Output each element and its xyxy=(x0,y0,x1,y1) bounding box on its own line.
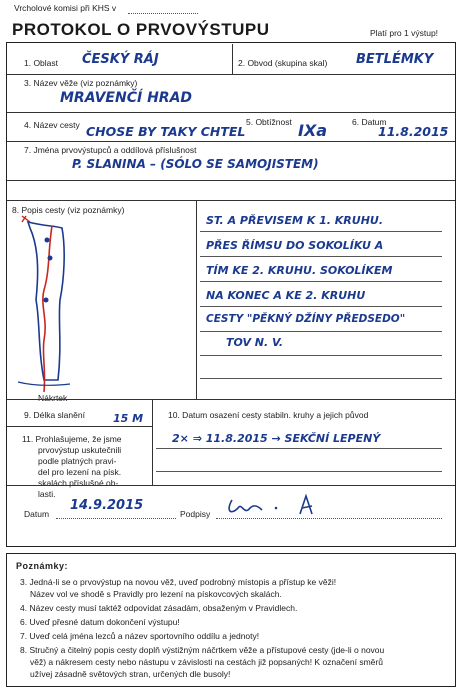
copies-note: Platí pro 1 výstup! xyxy=(370,28,439,38)
committee-label: Vrcholové komisi při KHS v xyxy=(14,3,117,13)
field-7-value: P. SLANINA – (SÓLO SE SAMOJISTEM) xyxy=(72,157,319,171)
sketch-label: Nákrtek xyxy=(38,393,68,403)
note-item: věž) a nákresem cesty nebo nástupu v závislosti na cestách již popsaných! K označení směrů xyxy=(30,657,383,667)
field-4-label: 4. Název cesty xyxy=(24,120,80,130)
note-item: 8. Stručný a čitelný popis cesty doplň výstižným náčrtkem věže a přístupové cesty (jde-li o novou xyxy=(20,645,385,655)
route-line: CESTY "PĚKNÝ DŽÍNY PŘEDSEDO" xyxy=(206,313,406,325)
note-item: 7. Uveď celá jména lezců a název sportovního oddílu a jednoty! xyxy=(20,631,260,641)
field-3-value: MRAVENČÍ HRAD xyxy=(60,90,193,106)
field-1-value: ČESKÝ RÁJ xyxy=(82,52,159,67)
field-8-label: 8. Popis cesty (viz poznámky) xyxy=(12,205,125,215)
field-7-label: 7. Jména prvovýstupců a oddílová příslušnost xyxy=(24,145,197,155)
route-line: NA KONEC A KE 2. KRUHU xyxy=(206,289,366,302)
field-10-label: 10. Datum osazení cesty stabiln. kruhy a jejich původ xyxy=(168,410,369,420)
field-4-value: CHOSE BY TAKY CHTEL xyxy=(86,124,246,139)
signatures-label: Podpisy xyxy=(180,509,211,519)
date-label: Datum xyxy=(24,509,50,519)
field-5-value: IXa xyxy=(298,121,328,140)
field-5-label: 5. Obtížnost xyxy=(246,117,292,127)
notes-title: Poznámky: xyxy=(16,561,69,571)
date-value: 14.9.2015 xyxy=(70,498,144,513)
field-2-label: 2. Obvod (skupina skal) xyxy=(238,58,328,68)
page-title: PROTOKOL O PRVOVÝSTUPU xyxy=(12,20,270,39)
field-3-label: 3. Název věže (viz poznámky) xyxy=(24,78,138,88)
note-item: užívej zásadně světových stran, určených dle busoly! xyxy=(30,669,231,679)
note-item: 4. Název cesty musí taktéž odpovídat zásadám, obsaženým v Pravidlech. xyxy=(20,603,298,613)
field-1-label: 1. Oblast xyxy=(24,58,59,68)
route-line: TÍM KE 2. KRUHU. SOKOLÍKEM xyxy=(206,264,393,277)
note-item: Název vol ve shodě s Pravidly pro lezení na pískovcových skalách. xyxy=(30,589,282,599)
field-11-text: 11. Prohlašujeme, že jsme prvovýstup uskutečnili podle platných pravi- del pro lezení na písk. skalách příslušné ob- lasti. xyxy=(22,434,122,499)
note-item: 3. Jedná-li se o prvovýstup na novou věž, uveď podrobný místopis a přístup ke věži! xyxy=(20,577,337,587)
note-item: 6. Uveď přesné datum dokončení výstupu! xyxy=(20,617,180,627)
field-10-value: 2× ⇒ 11.8.2015 → SEKČNÍ LEPENÝ xyxy=(172,432,381,445)
route-line: PŘES ŘÍMSU DO SOKOLÍKU A xyxy=(206,239,384,252)
field-6-label: 6. Datum xyxy=(352,117,387,127)
route-line: TOV N. V. xyxy=(226,336,283,349)
field-2-value: BETLÉMKY xyxy=(356,52,434,67)
field-9-value: 15 M xyxy=(113,412,144,425)
field-6-value: 11.8.2015 xyxy=(378,124,449,139)
route-line: ST. A PŘEVISEM K 1. KRUHU. xyxy=(206,214,384,227)
field-9-label: 9. Délka slanění xyxy=(24,410,85,420)
